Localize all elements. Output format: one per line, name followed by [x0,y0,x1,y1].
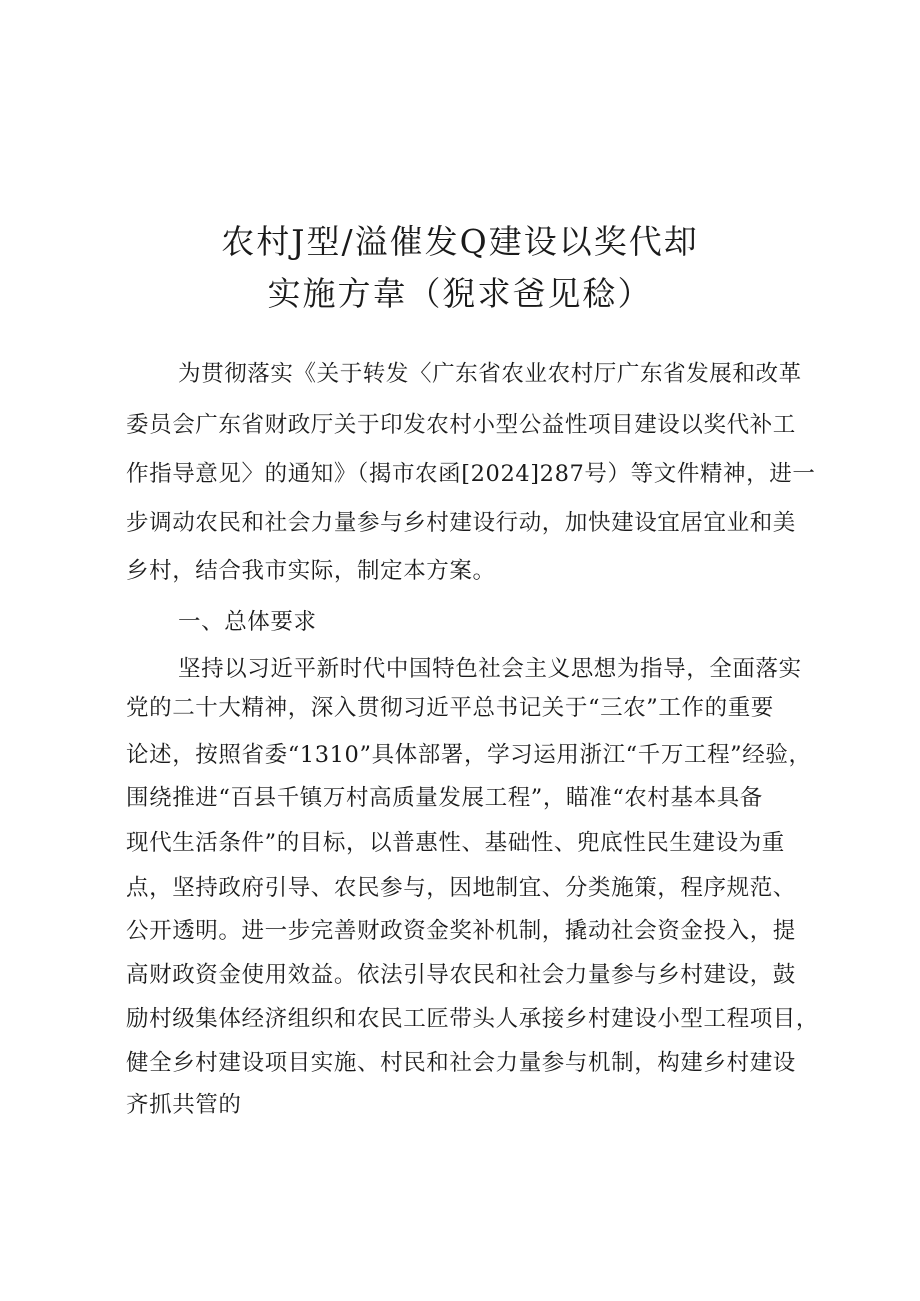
section-heading: 一、总体要求 [178,609,317,635]
body-line: 委员会广东省财政厅关于印发农村小型公益性项目建设以奖代补工 [126,412,796,438]
body-line: 齐抓共管的 [126,1092,242,1118]
document-title-line-1: 农村J型/溢催发Q建设以奖代却 [221,222,699,261]
body-line: 坚持以习近平新时代中国特色社会主义思想为指导，全面落实 [178,656,802,682]
body-line: 党的二十大精神，深入贯彻习近平总书记关于“三农”工作的重要 [126,695,774,721]
body-line: 步调动农民和社会力量参与乡村建设行动，加快建设宜居宜业和美 [126,510,796,536]
body-line: 公开透明。进一步完善财政资金奖补机制，撬动社会资金投入，提 [126,918,796,944]
body-line: 高财政资金使用效益。依法引导农民和社会力量参与乡村建设，鼓 [126,962,796,988]
body-line: 论述，按照省委“1310”具体部署，学习运用浙江“千万工程”经验， [126,742,812,768]
body-line: 作指导意见〉的通知》（揭市农函[2024]287号）等文件精神，进一 [126,461,816,487]
body-line: 点，坚持政府引导、农民参与，因地制宜、分类施策，程序规范、 [126,875,796,901]
body-line: 励村级集体经济组织和农民工匠带头人承接乡村建设小型工程项目， [126,1006,820,1032]
document-title-line-2: 实施方韋（猊求爸见稔） [267,274,653,313]
body-line: 为贯彻落实《关于转发〈广东省农业农村厅广东省发展和改革 [178,361,802,387]
body-line: 围绕推进“百县千镇万村高质量发展工程”，瞄准“农村基本具备 [126,785,763,811]
body-line: 乡村，结合我市实际，制定本方案。 [126,558,496,584]
body-line: 健全乡村建设项目实施、村民和社会力量参与机制，构建乡村建设 [126,1050,796,1076]
body-line: 现代生活条件”的目标，以普惠性、基础性、兜底性民生建设为重 [126,830,785,856]
